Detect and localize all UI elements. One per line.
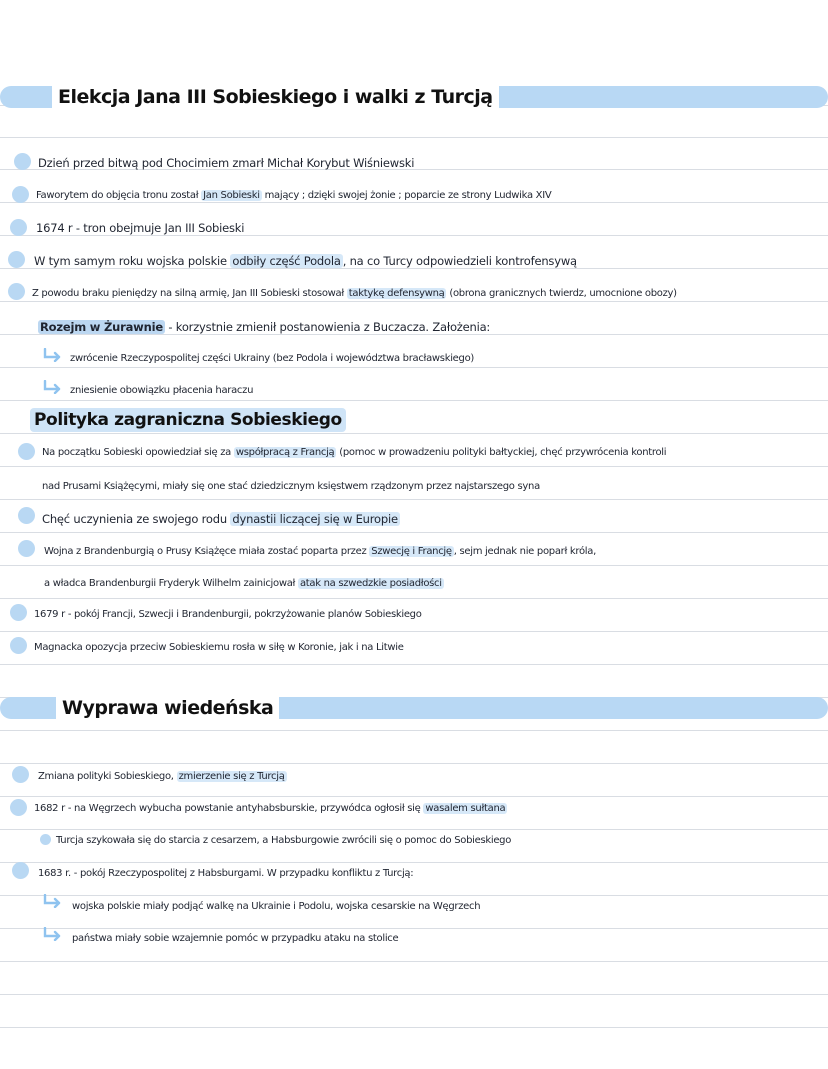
note-line: wojska polskie miały podjąć walkę na Ukrainie i Podolu, wojska cesarskie na Węgrzech (72, 901, 481, 912)
notebook-rule (0, 829, 828, 830)
notebook-rule (0, 1027, 828, 1028)
note-line: Turcja szykowała się do starcia z cesarzem, a Habsburgowie zwrócili się o pomoc do Sobieskiego (56, 835, 512, 846)
notebook-rule (0, 433, 828, 434)
bullet-dot (18, 443, 35, 460)
note-line: państwa miały sobie wzajemnie pomóc w przypadku ataku na stolice (72, 933, 399, 944)
notebook-rule (0, 862, 828, 863)
bullet-dot (40, 834, 51, 845)
sub-arrow-icon (42, 894, 62, 908)
note-line: Magnacka opozycja przeciw Sobieskiemu rosła w siłę w Koronie, jak i na Litwie (34, 642, 404, 653)
note-line: a władca Brandenburgii Fryderyk Wilhelm zainicjował atak na szwedzkie posiadłości (44, 578, 442, 589)
notebook-rule (0, 664, 828, 665)
notebook-rule (0, 565, 828, 566)
note-line: zniesienie obowiązku płacenia haraczu (70, 385, 254, 396)
notebook-rule (0, 598, 828, 599)
notebook-rule (0, 961, 828, 962)
note-line: Chęć uczynienia ze swojego rodu dynastii liczącej się w Europie (42, 512, 398, 526)
note-line: 1674 r - tron obejmuje Jan III Sobieski (36, 221, 245, 235)
bullet-dot (14, 153, 31, 170)
note-line: Rozejm w Żurawnie - korzystnie zmienił postanowienia z Buczacza. Założenia: (40, 320, 491, 334)
bullet-dot (10, 219, 27, 236)
bullet-dot (18, 507, 35, 524)
notebook-rule (0, 631, 828, 632)
bullet-dot (12, 862, 29, 879)
note-line: zwrócenie Rzeczypospolitej części Ukrainy (bez Podola i województwa bracławskiego) (70, 353, 474, 364)
notebook-rule (0, 466, 828, 467)
bullet-dot (10, 604, 27, 621)
note-line: 1682 r - na Węgrzech wybucha powstanie antyhabsburskie, przywódca ogłosił się wasalem sułtana (34, 803, 506, 814)
notebook-rule (0, 994, 828, 995)
notebook-rule (0, 763, 828, 764)
notebook-rule (0, 730, 828, 731)
sub-arrow-icon (42, 380, 62, 394)
note-line: Z powodu braku pieniędzy na silną armię, Jan III Sobieski stosował taktykę defensywną (obrona granicznych twierdz, umocnione obozy) (32, 288, 677, 299)
note-line: 1683 r. - pokój Rzeczypospolitej z Habsburgami. W przypadku konfliktu z Turcją: (38, 868, 414, 879)
note-line: Zmiana polityki Sobieskiego, zmierzenie się z Turcją (38, 771, 285, 782)
note-line: Faworytem do objęcia tronu został Jan Sobieski mający ; dzięki swojej żonie ; poparcie ze strony Ludwika XIV (36, 190, 552, 201)
bullet-dot (10, 799, 27, 816)
bullet-dot (8, 251, 25, 268)
section-title-wyprawa: Wyprawa wiedeńska (56, 695, 279, 721)
bullet-dot (10, 637, 27, 654)
sub-arrow-icon (42, 927, 62, 941)
note-line: W tym samym roku wojska polskie odbiły część Podola , na co Turcy odpowiedzieli kontrofensywą (34, 254, 577, 268)
notebook-rule (0, 499, 828, 500)
section-title-elekcja: Elekcja Jana III Sobieskiego i walki z Turcją (52, 84, 499, 110)
notebook-rule (0, 137, 828, 138)
note-line: nad Prusami Książęcymi, miały się one stać dziedzicznym księstwem rządzonym przez najstarszego syna (42, 481, 540, 492)
bullet-dot (12, 766, 29, 783)
notebook-rule (0, 895, 828, 896)
bullet-dot (12, 186, 29, 203)
bullet-dot (8, 283, 25, 300)
note-line: Wojna z Brandenburgią o Prusy Książęce miała zostać poparta przez Szwecję i Francję , sejm jednak nie poparł króla, (44, 546, 596, 557)
note-line: Na początku Sobieski opowiedział się za współpracą z Francją (pomoc w prowadzeniu polityki bałtyckiej, chęć przywrócenia kontroli (42, 447, 667, 458)
notebook-rule (0, 532, 828, 533)
note-line: Dzień przed bitwą pod Chocimiem zmarł Michał Korybut Wiśniewski (38, 156, 415, 170)
sub-arrow-icon (42, 348, 62, 362)
bullet-dot (18, 540, 35, 557)
section-title-polityka: Polityka zagraniczna Sobieskiego (30, 408, 346, 432)
notebook-rule (0, 796, 828, 797)
note-line: 1679 r - pokój Francji, Szwecji i Brandenburgii, pokrzyżowanie planów Sobieskiego (34, 609, 422, 620)
